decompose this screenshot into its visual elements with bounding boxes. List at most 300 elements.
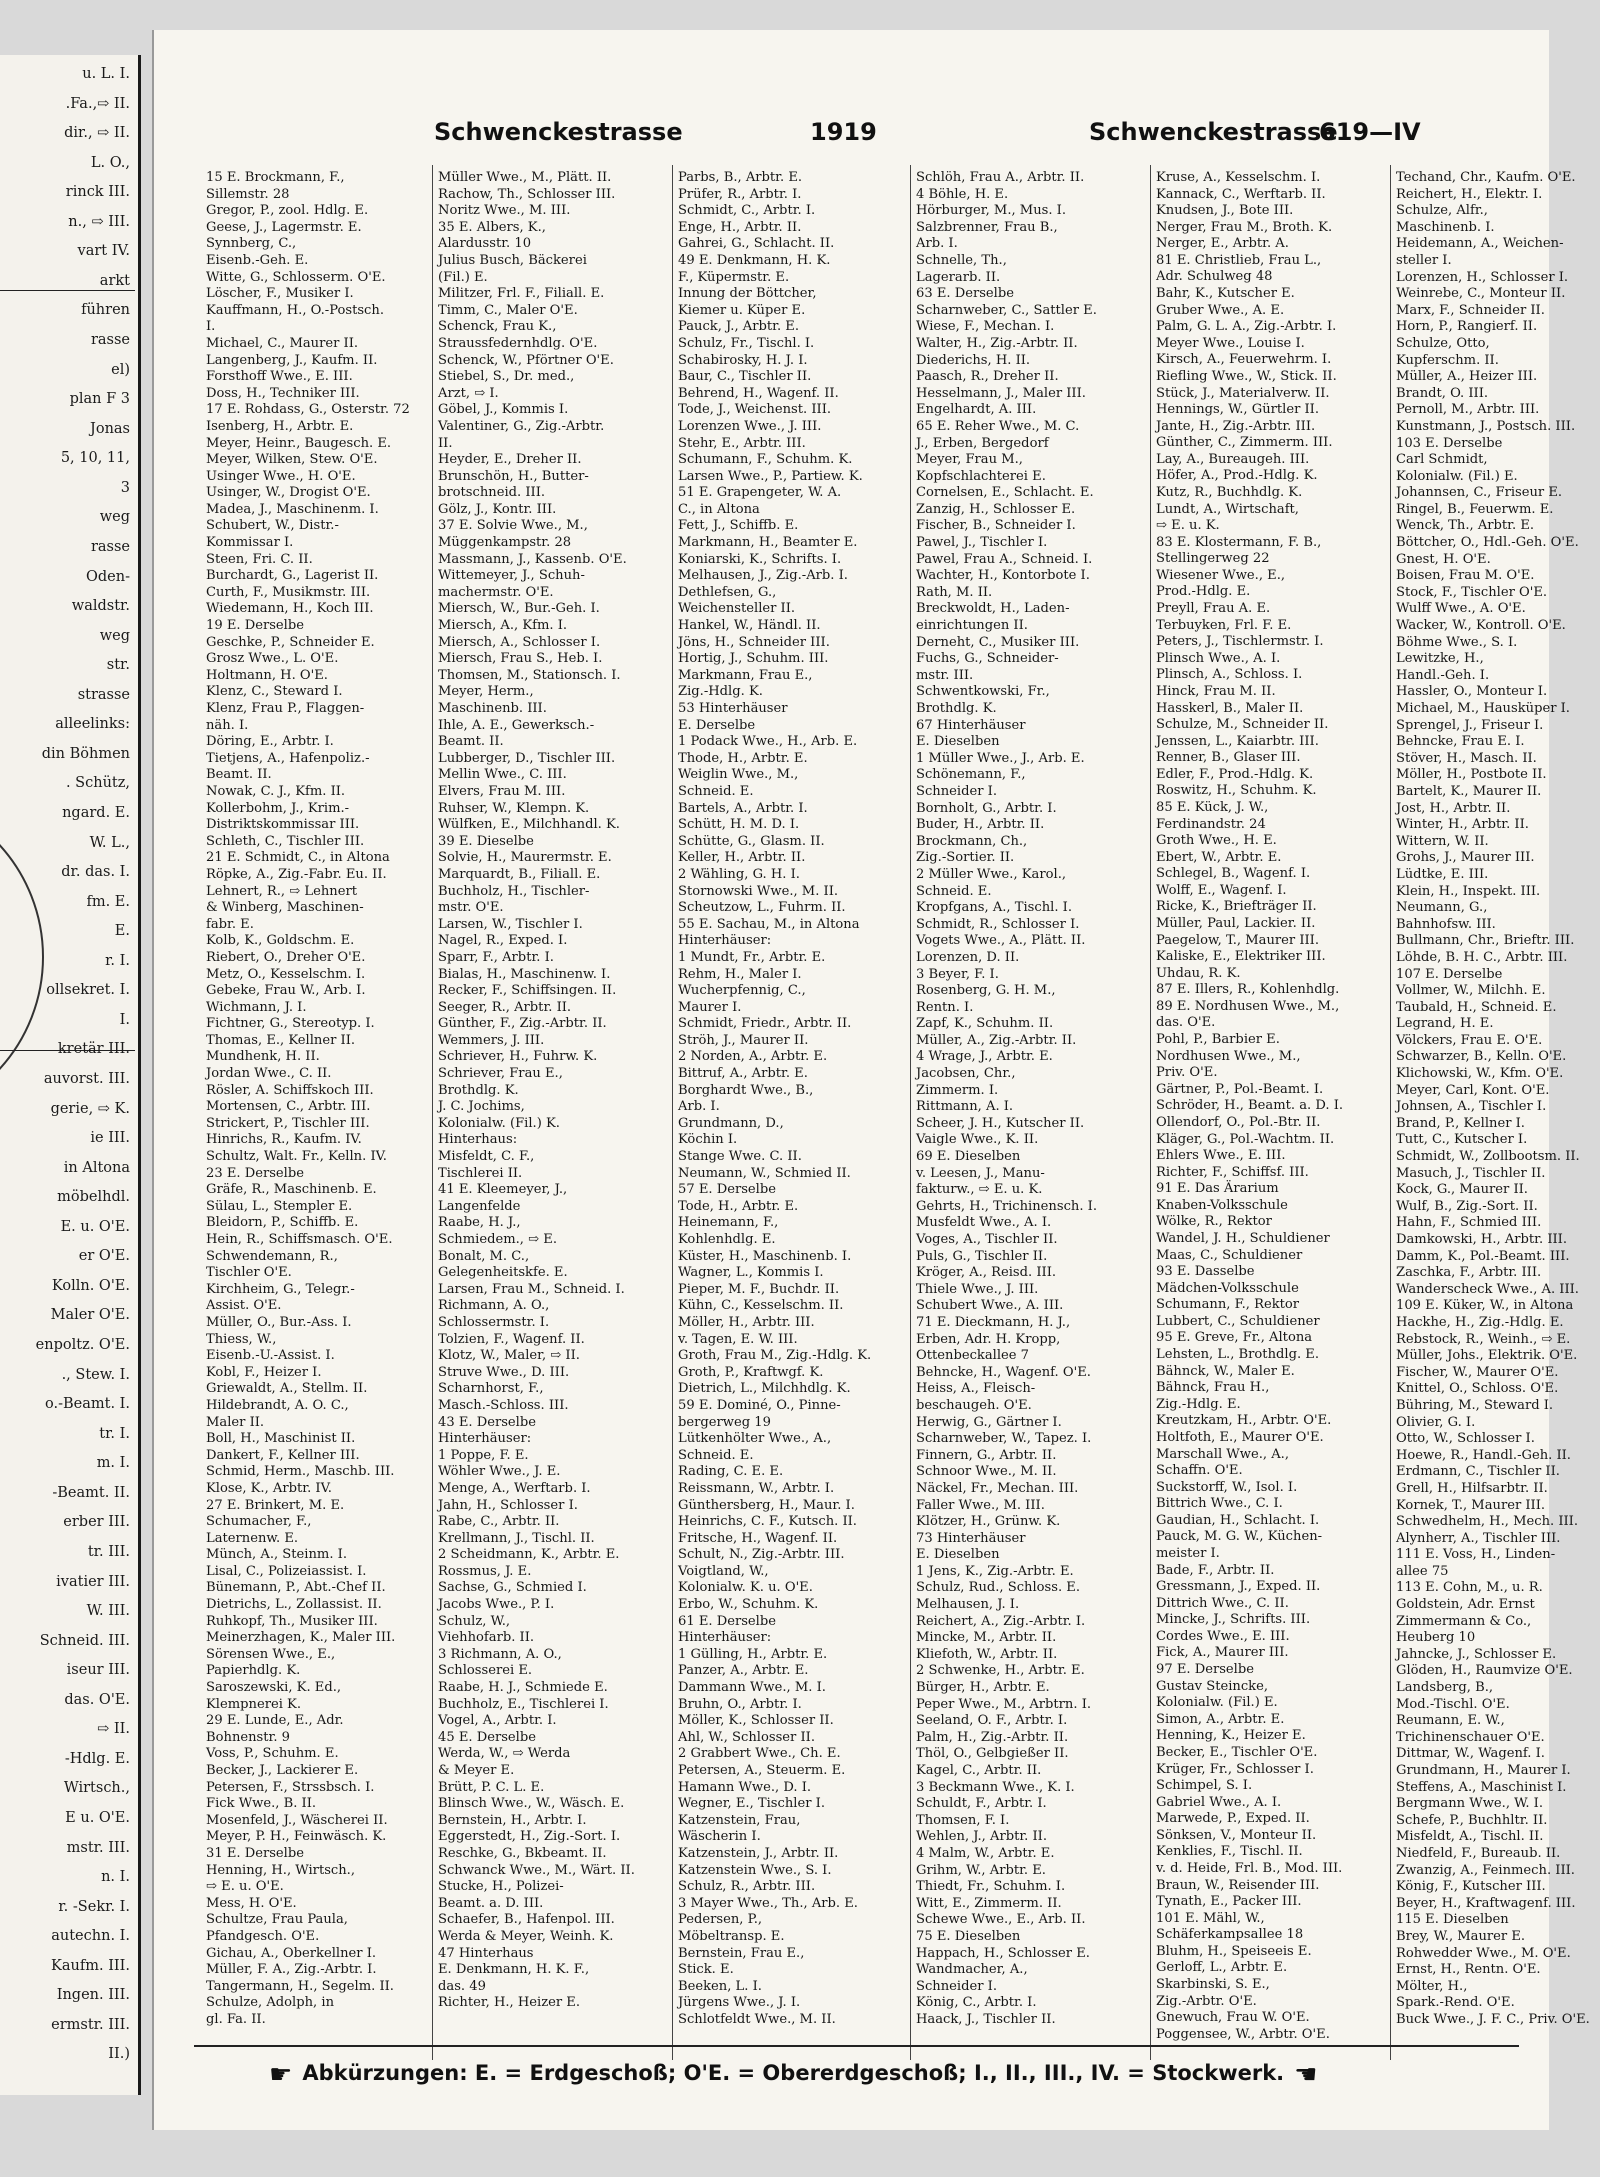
directory-entry: Wülfken, E., Milchhandl. K. <box>438 817 620 833</box>
directory-entry: Schlotfeldt Wwe., M. II. <box>678 2011 836 2027</box>
directory-entry: Schenck, W., Pförtner O'E. <box>438 352 614 368</box>
directory-entry: 3 Beyer, F. I. <box>916 966 999 982</box>
directory-entry: Klötzer, H., Grünw. K. <box>916 1514 1061 1530</box>
directory-entry: Thöl, O., Gelbgießer II. <box>916 1746 1069 1762</box>
directory-entry: Klenz, Frau P., Flaggen- <box>206 701 365 716</box>
directory-entry: Dietrichs, L., Zollassist. II. <box>206 1597 382 1613</box>
adjacent-page-text: das. O'E. <box>64 1691 130 1708</box>
directory-entry: Heiss, A., Fleisch- <box>916 1381 1036 1397</box>
directory-entry: Strickert, P., Tischler III. <box>206 1115 370 1131</box>
legend-text: Abkürzungen: E. = Erdgeschoß; O'E. = Obererdgeschoß; I., II., III., IV. = Stockwerk. <box>302 2061 1285 2085</box>
directory-entry: Suckstorff, W., Isol. I. <box>1156 1479 1298 1495</box>
directory-entry: Skarbinski, S. E., <box>1156 1977 1270 1993</box>
directory-entry: Pauck, J., Arbtr. E. <box>678 319 799 335</box>
adjacent-page-text: möbelhdl. <box>57 1189 130 1206</box>
directory-entry: Rohwedder Wwe., M. O'E. <box>1396 1945 1571 1961</box>
directory-entry: Marwede, P., Exped. II. <box>1156 1811 1310 1827</box>
directory-entry: Behncke, H., Wagenf. O'E. <box>916 1364 1091 1380</box>
directory-entry: 2 Norden, A., Arbtr. E. <box>678 1049 828 1065</box>
directory-entry: Tode, H., Arbtr. E. <box>678 1198 799 1214</box>
directory-entry: Marschall Wwe., A., <box>1156 1446 1289 1462</box>
directory-entry: E. Denkmann, H. K. F., <box>438 1962 590 1978</box>
directory-entry: 69 E. Dieselben <box>916 1149 1021 1165</box>
adjacent-page-text: autechn. I. <box>51 1928 130 1945</box>
directory-entry: Raabe, H. J., Schmiede E. <box>438 1680 608 1696</box>
directory-entry: Thiess, W., <box>206 1331 277 1347</box>
directory-entry: E. Derselbe <box>678 717 756 733</box>
directory-entry: 37 E. Solvie Wwe., M., <box>438 518 588 534</box>
directory-entry: Geschke, P., Schneider E. <box>206 634 375 650</box>
directory-entry: Hein, R., Schiffsmasch. O'E. <box>206 1232 393 1247</box>
directory-entry: Schulze, Adolph, in <box>206 1995 334 2011</box>
directory-entry: Wucherpfennig, C., <box>678 983 806 999</box>
directory-entry: Erdmann, C., Tischler II. <box>1396 1464 1560 1480</box>
directory-entry: Stornowski Wwe., M. II. <box>678 883 839 899</box>
adjacent-page-text: E. u. O'E. <box>60 1218 130 1235</box>
directory-entry: 81 E. Christlieb, Frau L., <box>1156 252 1322 268</box>
directory-entry: Roswitz, H., Schuhm. K. <box>1156 783 1317 799</box>
directory-entry: Gichau, A., Oberkellner I. <box>206 1945 377 1961</box>
directory-entry: Pedersen, P., <box>678 1912 763 1928</box>
directory-entry: 1 Müller Wwe., J., Arb. E. <box>916 750 1085 766</box>
directory-entry: Neumann, W., Schmied II. <box>678 1165 851 1181</box>
directory-entry: Fick Wwe., B. II. <box>206 1796 317 1812</box>
adjacent-page-text: weg <box>99 509 130 526</box>
directory-entry: Schulze, Alfr., <box>1396 203 1488 219</box>
directory-entry: Voigtland, W., <box>678 1563 769 1579</box>
directory-entry: Plinsch, A., Schloss. I. <box>1156 667 1303 683</box>
directory-entry: Grundmann, H., Maurer I. <box>1396 1763 1571 1778</box>
directory-entry: Schewe Wwe., E., Arb. II. <box>916 1912 1086 1928</box>
directory-entry: Gölz, J., Kontr. III. <box>438 501 557 517</box>
adjacent-page-text: strasse <box>77 686 130 703</box>
directory-entry: Bürger, H., Arbtr. E. <box>916 1680 1050 1696</box>
directory-entry: Schwendemann, R., <box>206 1248 338 1264</box>
directory-entry: Jahncke, J., Schlosser E. <box>1396 1646 1557 1662</box>
directory-entry: Spark.-Rend. O'E. <box>1396 1995 1515 2011</box>
directory-entry: Stange Wwe. C. II. <box>678 1149 802 1165</box>
directory-entry: Markmann, H., Beamter E. <box>678 535 858 551</box>
directory-entry: Ebert, W., Arbtr. E. <box>1156 849 1282 865</box>
directory-entry: Kauffmann, H., O.-Postsch. <box>206 302 384 318</box>
adjacent-page-text: auvorst. III. <box>43 1071 130 1087</box>
directory-entry: Hoewe, R., Handl.-Geh. II. <box>1396 1447 1571 1463</box>
directory-entry: Brothdlg. K. <box>438 1082 519 1098</box>
directory-entry: Kornek, T., Maurer III. <box>1396 1497 1546 1513</box>
directory-entry: Boll, H., Maschinist II. <box>206 1431 356 1447</box>
directory-entry: Enge, H., Arbtr. II. <box>678 219 802 235</box>
directory-entry: Thomsen, F. I. <box>916 1812 1010 1828</box>
directory-entry: 47 Hinterhaus <box>438 1945 534 1961</box>
directory-entry: Brothdlg. K. <box>916 701 997 716</box>
directory-entry: Meyer Wwe., Louise I. <box>1156 335 1305 351</box>
directory-entry: Jenssen, L., Kaiarbtr. III. <box>1156 733 1319 749</box>
directory-entry: Bornholt, G., Arbtr. I. <box>916 800 1057 816</box>
directory-entry: Assist. O'E. <box>206 1298 282 1314</box>
directory-entry: Ernst, H., Rentn. O'E. <box>1396 1962 1541 1978</box>
directory-entry: Tode, J., Weichenst. III. <box>678 402 832 418</box>
directory-entry: Schenck, Frau K., <box>438 319 557 335</box>
directory-entry: Kläger, G., Pol.-Wachtm. II. <box>1156 1131 1335 1147</box>
adjacent-page-text: Ingen. III. <box>56 1987 130 2004</box>
directory-entry: Meyer, Herm., <box>438 684 534 700</box>
directory-entry: 3 Mayer Wwe., Th., Arb. E. <box>678 1895 858 1911</box>
directory-entry: König, F., Kutscher III. <box>1396 1879 1546 1895</box>
directory-entry: Katzenstein Wwe., S. I. <box>678 1862 832 1878</box>
directory-entry: 65 E. Reher Wwe., M. C. <box>916 418 1080 434</box>
directory-entry: Groth, P., Kraftwgf. K. <box>678 1364 824 1380</box>
directory-entry: Zimmerm. I. <box>916 1082 999 1098</box>
directory-entry: Erbo, W., Schuhm. K. <box>678 1597 819 1613</box>
directory-entry: allee 75 <box>1396 1563 1449 1579</box>
directory-entry: das. O'E. <box>1156 1015 1216 1031</box>
directory-entry: Struve Wwe., D. III. <box>438 1364 570 1380</box>
directory-entry: Lisal, C., Polizeiassist. I. <box>206 1563 367 1579</box>
directory-entry: Müller, Johs., Elektrik. O'E. <box>1396 1348 1578 1364</box>
adjacent-page-text: E. <box>114 923 130 940</box>
directory-entry: Straussfedernhdlg. O'E. <box>438 335 598 351</box>
directory-entry: Scheutzow, L., Fuhrm. II. <box>678 900 846 916</box>
directory-entry: Carl Schmidt, <box>1396 452 1488 468</box>
directory-entry: Wittern, W. II. <box>1396 833 1489 849</box>
adjacent-page-text: m. I. <box>96 1455 130 1472</box>
pointing-hand-icon: ☚ <box>1294 2060 1318 2090</box>
directory-entry: Meyer, Heinr., Baugesch. E. <box>206 435 392 451</box>
pointing-hand-icon: ☛ <box>269 2060 293 2090</box>
directory-entry: Horn, P., Rangierf. II. <box>1396 319 1538 335</box>
directory-entry: Curth, F., Musikmstr. III. <box>206 584 371 600</box>
directory-entry: Zig.-Hdlg. E. <box>1156 1396 1241 1412</box>
directory-entry: näh. I. <box>206 717 249 733</box>
directory-entry: Zaschka, F., Arbtr. III. <box>1396 1265 1542 1281</box>
directory-entry: Schmidt, W., Zollbootsm. II. <box>1396 1149 1580 1165</box>
directory-entry: Mess, H. O'E. <box>206 1895 297 1911</box>
directory-entry: Zanzig, H., Schlosser E. <box>916 501 1076 517</box>
directory-entry: ⇨ E. u. O'E. <box>206 1879 284 1895</box>
directory-entry: Kolonialw. (Fil.) E. <box>1156 1695 1278 1711</box>
adjacent-page-text: Maler O'E. <box>50 1307 130 1324</box>
directory-entry: Mölter, H., <box>1396 1978 1468 1994</box>
directory-entry: Finnern, G., Arbtr. II. <box>916 1447 1057 1463</box>
directory-entry: Zig.-Arbtr. O'E. <box>1156 1993 1257 2009</box>
directory-entry: Stöver, H., Masch. II. <box>1396 750 1537 766</box>
directory-entry: Fritsche, H., Wagenf. II. <box>678 1530 838 1546</box>
directory-entry: Nordhusen Wwe., M., <box>1156 1048 1301 1064</box>
adjacent-page-text: fm. E. <box>86 893 130 910</box>
directory-entry: Fett, J., Schiffb. E. <box>678 518 799 534</box>
adjacent-page-text: waldstr. <box>71 598 130 615</box>
directory-entry: 31 E. Derselbe <box>206 1845 304 1861</box>
directory-entry: Näckel, Fr., Mechan. III. <box>916 1480 1079 1496</box>
directory-entry: Usinger, W., Drogist O'E. <box>206 485 371 501</box>
directory-entry: Trichinenschauer O'E. <box>1396 1729 1545 1745</box>
directory-entry: Brockmann, Ch., <box>916 833 1028 849</box>
directory-entry: Hortig, J., Schuhm. III. <box>678 651 829 667</box>
directory-entry: Laternenw. E. <box>206 1530 299 1546</box>
directory-entry: Schwentkowski, Fr., <box>916 684 1050 700</box>
directory-entry: Rehm, H., Maler I. <box>678 966 802 982</box>
directory-entry: Reichert, A., Zig.-Arbtr. I. <box>916 1613 1086 1629</box>
directory-entry: Burchardt, G., Lagerist II. <box>206 568 379 584</box>
directory-entry: Groth, Frau M., Zig.-Hdlg. K. <box>678 1348 872 1364</box>
directory-entry: Scharnweber, W., Tapez. I. <box>916 1431 1092 1447</box>
adjacent-page-text: Oden- <box>86 568 130 585</box>
directory-entry: Becker, J., Lackierer E. <box>206 1763 359 1778</box>
directory-entry: Wulff Wwe., A. O'E. <box>1396 601 1526 617</box>
directory-entry: Meyer, Frau M., <box>916 452 1023 468</box>
directory-entry: Steffens, A., Maschinist I. <box>1396 1779 1567 1795</box>
directory-entry: Engelhardt, A. III. <box>916 402 1037 418</box>
directory-entry: Kröger, A., Reisd. III. <box>916 1265 1057 1281</box>
directory-entry: Brandt, O. III. <box>1396 385 1489 401</box>
directory-entry: fakturw., ⇨ E. u. K. <box>916 1182 1043 1198</box>
directory-entry: 85 E. Kück, J. W., <box>1156 799 1269 815</box>
directory-entry: Pernoll, M., Arbtr. III. <box>1396 402 1540 418</box>
map-fragment <box>0 790 44 1124</box>
directory-entry: 3 Richmann, A. O., <box>438 1646 562 1662</box>
directory-entry: Arzt, ⇨ I. <box>438 385 499 401</box>
directory-entry: Behrend, H., Wagenf. II. <box>678 385 839 401</box>
directory-entry: Larsen, W., Tischler I. <box>438 916 583 932</box>
directory-entry: Lay, A., Bureaugeh. III. <box>1156 451 1310 467</box>
directory-entry: Schmidt, C., Arbtr. I. <box>678 203 816 219</box>
adjacent-page-text: . Schütz, <box>65 775 130 792</box>
directory-entry: Beeken, L. I. <box>678 1978 762 1994</box>
directory-entry: Henning, H., Wirtsch., <box>206 1862 356 1878</box>
directory-entry: Wäscherin I. <box>678 1829 761 1845</box>
directory-entry: E. Dieselben <box>916 1547 1000 1563</box>
directory-entry: Solvie, H., Maurermstr. E. <box>438 850 612 866</box>
directory-entry: Bünemann, P., Abt.-Chef II. <box>206 1580 386 1596</box>
directory-entry: Kaliske, E., Elektriker III. <box>1156 949 1326 965</box>
directory-entry: 4 Wrage, J., Arbtr. E. <box>916 1049 1053 1065</box>
directory-entry: Schimpel, S. I. <box>1156 1778 1253 1794</box>
directory-entry: Kreutzkam, H., Arbtr. O'E. <box>1156 1413 1332 1429</box>
adjacent-page-text: gerie, ⇨ K. <box>50 1100 130 1117</box>
directory-entry: Geese, J., Lagermstr. E. <box>206 219 362 235</box>
adjacent-page-edge <box>0 55 141 2095</box>
directory-entry: Hildebrandt, A. O. C., <box>206 1397 349 1413</box>
adjacent-page-text: r. I. <box>105 952 130 969</box>
directory-entry: Melhausen, J. I. <box>916 1597 1020 1613</box>
directory-entry: Meyer, P. H., Feinwäsch. K. <box>206 1829 387 1845</box>
directory-entry: Griewaldt, A., Stellm. II. <box>206 1381 368 1397</box>
directory-entry: Fichtner, G., Stereotyp. I. <box>206 1016 375 1032</box>
directory-entry: Kolonialw. (Fil.) K. <box>438 1115 560 1131</box>
directory-entry: Landsberg, B., <box>1396 1680 1494 1696</box>
directory-entry: Wölke, R., Rektor <box>1156 1214 1272 1230</box>
directory-entry: Legrand, H. E. <box>1396 1016 1494 1032</box>
directory-entry: Gräfe, R., Maschinenb. E. <box>206 1182 377 1198</box>
directory-entry: Heinemann, F., <box>678 1215 779 1231</box>
directory-entry: Gregor, P., zool. Hdlg. E. <box>206 203 369 219</box>
directory-entry: Vaigle Wwe., K. II. <box>916 1132 1039 1148</box>
adjacent-page-text: din Böhmen <box>41 745 130 762</box>
directory-page <box>152 30 1590 2130</box>
directory-entry: Doss, H., Techniker III. <box>206 385 360 401</box>
directory-entry: Behncke, Frau E. I. <box>1396 734 1525 750</box>
directory-entry: (Fil.) E. <box>438 269 488 285</box>
directory-entry: Mosenfeld, J., Wäscherei II. <box>206 1812 388 1828</box>
adjacent-page-text: ermstr. III. <box>51 2016 130 2033</box>
directory-entry: Misfeldt, C. F., <box>438 1149 535 1165</box>
directory-entry: Larsen, Frau M., Schneid. I. <box>438 1281 625 1297</box>
directory-entry: Nerger, E., Arbtr. A. <box>1156 236 1289 252</box>
directory-entry: Schmidt, R., Schlosser I. <box>916 916 1080 932</box>
directory-entry: Mundhenk, H. II. <box>206 1049 320 1065</box>
directory-entry: Schulz, R., Arbtr. III. <box>678 1879 816 1895</box>
directory-entry: Bonalt, M. C., <box>438 1248 530 1264</box>
directory-entry: Meyer, Carl, Kont. O'E. <box>1396 1082 1550 1098</box>
directory-entry: & Winberg, Maschinen- <box>206 900 364 916</box>
directory-entry: Kiemer u. Küper E. <box>678 302 806 318</box>
directory-entry: Hesselmann, J., Maler III. <box>916 385 1086 401</box>
directory-entry: Möller, H., Postbote II. <box>1396 767 1547 783</box>
directory-entry: 49 E. Denkmann, H. K. <box>678 252 831 268</box>
directory-entry: Peters, J., Tischlermstr. I. <box>1156 634 1324 650</box>
directory-entry: C., in Altona <box>678 501 760 517</box>
directory-entry: Niedfeld, F., Bureaub. II. <box>1396 1845 1561 1861</box>
directory-entry: Otto, W., Schlosser I. <box>1396 1431 1535 1447</box>
directory-entry: Schlossermstr. I. <box>438 1314 550 1330</box>
directory-entry: Eisenb.-U.-Assist. I. <box>206 1348 335 1364</box>
adjacent-page-text: rasse <box>90 332 130 349</box>
directory-entry: Schult, N., Zig.-Arbtr. III. <box>678 1547 845 1563</box>
running-head-street-left: Schwenckestrasse <box>434 118 683 146</box>
directory-entry: Tutt, C., Kutscher I. <box>1396 1132 1528 1148</box>
directory-entry: Möbeltransp. E. <box>678 1928 785 1944</box>
directory-entry: Timm, C., Maler O'E. <box>438 302 578 318</box>
adjacent-page-text: el) <box>111 361 130 378</box>
directory-entry: Sönksen, V., Monteur II. <box>1156 1827 1317 1843</box>
directory-entry: Erben, Adr. H. Kropp, <box>916 1331 1061 1347</box>
directory-entry: brotschneid. III. <box>438 485 546 501</box>
directory-entry: Bernstein, H., Arbtr. I. <box>438 1812 587 1828</box>
directory-entry: 1 Mundt, Fr., Arbtr. E. <box>678 949 826 965</box>
directory-entry: Wehlen, J., Arbtr. II. <box>916 1829 1047 1845</box>
directory-entry: 53 Hinterhäuser <box>678 701 788 716</box>
directory-entry: Stick. E. <box>678 1962 734 1978</box>
directory-entry: Werda, W., ⇨ Werda <box>438 1746 571 1762</box>
directory-entry: Knaben-Volksschule <box>1156 1197 1288 1213</box>
directory-entry: Mod.-Tischl. O'E. <box>1396 1696 1510 1712</box>
directory-entry: Melhausen, J., Zig.-Arb. I. <box>678 568 848 584</box>
directory-entry: Jürgens Wwe., J. I. <box>678 1995 801 2011</box>
directory-entry: 73 Hinterhäuser <box>916 1530 1026 1546</box>
directory-entry: 109 E. Küker, W., in Altona <box>1396 1298 1574 1314</box>
directory-entry: Schwanck Wwe., M., Wärt. II. <box>438 1862 635 1878</box>
directory-entry: Schriever, Frau E., <box>438 1066 563 1082</box>
adjacent-page-text: -Beamt. II. <box>52 1484 130 1501</box>
adjacent-page-text: I. <box>119 1011 130 1028</box>
directory-entry: Lüdtke, E. III. <box>1396 866 1489 882</box>
directory-entry: Lehsten, L., Brothdlg. E. <box>1156 1347 1320 1363</box>
adjacent-page-text: rinck III. <box>65 184 130 201</box>
directory-entry: Madea, J., Maschinenm. I. <box>206 501 379 517</box>
directory-entry: 107 E. Derselbe <box>1396 966 1503 982</box>
directory-entry: Pieper, M. F., Buchdr. II. <box>678 1281 840 1297</box>
directory-entry: Gerloff, L., Arbtr. E. <box>1156 1960 1288 1976</box>
directory-entry: Lorenzen, D. II. <box>916 949 1020 965</box>
directory-entry: Bohnenstr. 9 <box>206 1729 291 1745</box>
directory-entry: Göbel, J., Kommis I. <box>438 402 569 418</box>
directory-entry: gl. Fa. II. <box>206 2011 266 2027</box>
directory-entry: Cornelsen, E., Schlacht. E. <box>916 485 1094 501</box>
directory-entry: Brunschön, H., Butter- <box>438 468 589 484</box>
adjacent-page-text: r. -Sekr. I. <box>58 1898 130 1915</box>
directory-entry: Thomsen, M., Stationsch. I. <box>438 667 621 683</box>
directory-entry: 83 E. Klostermann, F. B., <box>1156 534 1322 550</box>
adjacent-page-text: W. III. <box>86 1603 130 1620</box>
directory-entry: Forsthoff Wwe., E. III. <box>206 369 353 385</box>
directory-entry: Heinrichs, C. F., Kutsch. II. <box>678 1514 857 1530</box>
directory-entry: Klose, K., Arbtr. IV. <box>206 1480 332 1496</box>
section-rule <box>0 290 135 291</box>
directory-entry: Eggerstedt, H., Zig.-Sort. I. <box>438 1829 621 1845</box>
directory-entry: Masuch, J., Tischler II. <box>1396 1165 1546 1181</box>
directory-entry: Stiebel, S., Dr. med., <box>438 369 575 385</box>
directory-entry: Bartelt, K., Maurer II. <box>1396 783 1542 799</box>
directory-entry: & Meyer E. <box>438 1763 515 1778</box>
directory-entry: 21 E. Schmidt, C., in Altona <box>206 850 390 866</box>
directory-entry: Ollendorf, O., Pol.-Btr. II. <box>1156 1114 1321 1130</box>
directory-entry: Innung der Böttcher, <box>678 286 817 302</box>
directory-entry: Röpke, A., Zig.-Fabr. Eu. II. <box>206 866 387 882</box>
directory-entry: Neumann, G., <box>1396 900 1488 916</box>
directory-entry: Sülau, L., Stempler E. <box>206 1198 353 1214</box>
directory-entry: Braun, W., Reisender III. <box>1156 1877 1320 1893</box>
directory-entry: Larsen Wwe., P., Partiew. K. <box>678 468 863 484</box>
directory-entry: 41 E. Kleemeyer, J., <box>438 1182 568 1198</box>
directory-entry: Schubert, W., Distr.- <box>206 518 339 534</box>
directory-entry: Wegner, E., Tischler I. <box>678 1796 825 1812</box>
directory-entry: Henning, K., Heizer E. <box>1156 1728 1306 1744</box>
directory-entry: Synnberg, C., <box>206 236 297 252</box>
directory-entry: Rabe, C., Arbtr. II. <box>438 1514 560 1530</box>
directory-entry: Scheer, J. H., Kutscher II. <box>916 1115 1085 1131</box>
directory-entry: Fischer, B., Schneider I. <box>916 518 1076 534</box>
directory-entry: Klempnerei K. <box>206 1696 302 1712</box>
directory-entry: 1 Podack Wwe., H., Arb. E. <box>678 734 858 750</box>
directory-entry: Renner, B., Glaser III. <box>1156 750 1301 766</box>
directory-entry: Bade, F., Arbtr. II. <box>1156 1562 1275 1578</box>
directory-entry: Usinger Wwe., H. O'E. <box>206 468 356 484</box>
directory-entry: Lundt, A., Wirtschaft, <box>1156 501 1299 517</box>
directory-entry: Bullmann, Chr., Brieftr. III. <box>1396 933 1575 949</box>
directory-entry: Edler, F., Prod.-Hdlg. K. <box>1156 766 1314 782</box>
directory-entry: Glöden, H., Raumvize O'E. <box>1396 1663 1573 1679</box>
directory-column-3 <box>678 170 906 2050</box>
directory-entry: Papierhdlg. K. <box>206 1663 301 1679</box>
directory-entry: Ricke, K., Briefträger II. <box>1156 899 1317 915</box>
directory-entry: Thiele Wwe., J. III. <box>916 1281 1039 1297</box>
directory-entry: Dethlefsen, G., <box>678 584 777 600</box>
directory-entry: Bruhn, O., Arbtr. I. <box>678 1696 802 1712</box>
directory-entry: Schnelle, Th., <box>916 252 1007 268</box>
directory-entry: Rebstock, R., Weinh., ⇨ E. <box>1396 1331 1571 1347</box>
directory-entry: F., Küpermstr. E. <box>678 269 790 285</box>
directory-entry: I. <box>206 319 216 335</box>
directory-entry: Cordes Wwe., E. III. <box>1156 1628 1290 1644</box>
adjacent-page-text: Kolln. O'E. <box>51 1277 130 1294</box>
directory-entry: Kobl, F., Heizer I. <box>206 1364 322 1380</box>
directory-entry: Schröder, H., Beamt. a. D. I. <box>1156 1098 1344 1114</box>
directory-entry: 93 E. Dasselbe <box>1156 1264 1255 1280</box>
directory-entry: Valentiner, G., Zig.-Arbtr. <box>438 418 605 434</box>
adjacent-page-text: tr. I. <box>99 1425 130 1442</box>
directory-entry: Heidemann, A., Weichen- <box>1396 236 1564 252</box>
directory-entry: Thiedt, Fr., Schuhm. I. <box>916 1879 1066 1895</box>
